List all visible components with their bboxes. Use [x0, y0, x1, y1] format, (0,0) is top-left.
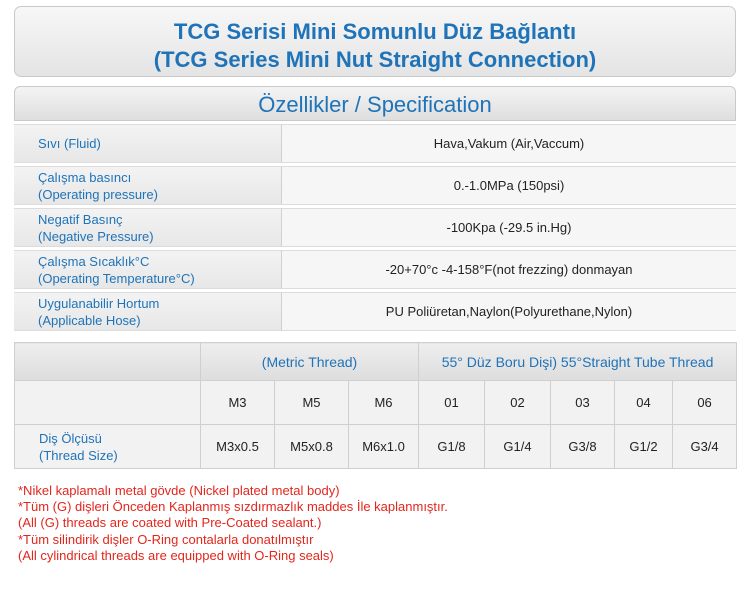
thread-size-row: [15, 425, 737, 469]
code-cell: 03: [551, 381, 615, 425]
note-line: (All (G) threads are coated with Pre-Coated sealant.): [18, 515, 322, 531]
specification-table: [14, 121, 736, 334]
thread-cell: M6x1.0: [349, 425, 419, 469]
spec-value: Hava,Vakum (Air,Vaccum): [281, 124, 736, 163]
spec-label-en: (Operating Temperature°C): [38, 270, 195, 286]
code-cell: M5: [275, 381, 349, 425]
spec-row-pressure: [14, 166, 736, 205]
thread-cell: G3/8: [551, 425, 615, 469]
spec-value: -20+70°c -4-158°F(not frezzing) donmayan: [281, 250, 736, 289]
header-blank-cell: [15, 343, 201, 381]
spec-label-tr: Negatif Basınç: [38, 211, 123, 227]
spec-label-en: (Operating pressure): [38, 186, 158, 202]
metric-thread-header: (Metric Thread): [201, 343, 419, 381]
spec-label-tr: Sıvı (Fluid): [38, 136, 101, 151]
spec-value: PU Poliüretan,Naylon(Polyurethane,Nylon): [281, 292, 736, 331]
notes-block: [18, 483, 448, 564]
spec-label: [14, 166, 281, 205]
code-row: [15, 381, 737, 425]
code-cell: 04: [615, 381, 673, 425]
spec-label: [14, 208, 281, 247]
thread-size-label: [15, 425, 201, 469]
spec-row-negative-pressure: [14, 208, 736, 247]
thread-cell: G3/4: [673, 425, 737, 469]
code-cell: 01: [419, 381, 485, 425]
thread-size-table: [14, 342, 737, 469]
straight-thread-header: 55° Düz Boru Dişi) 55°Straight Tube Thread: [419, 343, 737, 381]
code-cell: 02: [485, 381, 551, 425]
spec-label-tr: Çalışma Sıcaklık°C: [38, 253, 150, 269]
code-cell: 06: [673, 381, 737, 425]
thread-cell: M3x0.5: [201, 425, 275, 469]
spec-label: [14, 292, 281, 331]
spec-label-tr: Çalışma basıncı: [38, 169, 132, 185]
code-cell: M6: [349, 381, 419, 425]
thread-cell: M5x0.8: [275, 425, 349, 469]
code-cell: M3: [201, 381, 275, 425]
note-line: *Tüm (G) dişleri Önceden Kaplanmış sızdırmazlık maddes İle kaplanmıştır.: [18, 499, 448, 515]
title-panel: [14, 6, 736, 77]
title-english: (TCG Series Mini Nut Straight Connection): [153, 47, 597, 72]
spec-row-temperature: [14, 250, 736, 289]
spec-value: 0.-1.0MPa (150psi): [281, 166, 736, 205]
spec-label-en: (Negative Pressure): [38, 228, 154, 244]
code-blank-cell: [15, 381, 201, 425]
thread-cell: G1/2: [615, 425, 673, 469]
spec-label-en: (Applicable Hose): [38, 312, 141, 328]
thread-header-row: [15, 343, 737, 381]
note-line: *Tüm silindirik dişler O-Ring contalarla donatılmıştır: [18, 531, 314, 547]
spec-row-hose: [14, 292, 736, 331]
spec-value: -100Kpa (-29.5 in.Hg): [281, 208, 736, 247]
specification-header: Özellikler / Specification: [14, 86, 736, 121]
title-turkish: TCG Serisi Mini Somunlu Düz Bağlantı: [173, 19, 577, 44]
spec-label: [14, 124, 281, 163]
thread-size-label-en: (Thread Size): [39, 447, 118, 463]
note-line: (All cylindrical threads are equipped with O-Ring seals): [18, 547, 334, 563]
thread-size-label-tr: Diş Ölçüsü: [39, 430, 102, 446]
note-line: *Nikel kaplamalı metal gövde (Nickel plated metal body): [18, 483, 340, 498]
spec-label: [14, 250, 281, 289]
thread-cell: G1/8: [419, 425, 485, 469]
spec-label-tr: Uygulanabilir Hortum: [38, 295, 160, 311]
spec-row-fluid: [14, 124, 736, 163]
thread-cell: G1/4: [485, 425, 551, 469]
